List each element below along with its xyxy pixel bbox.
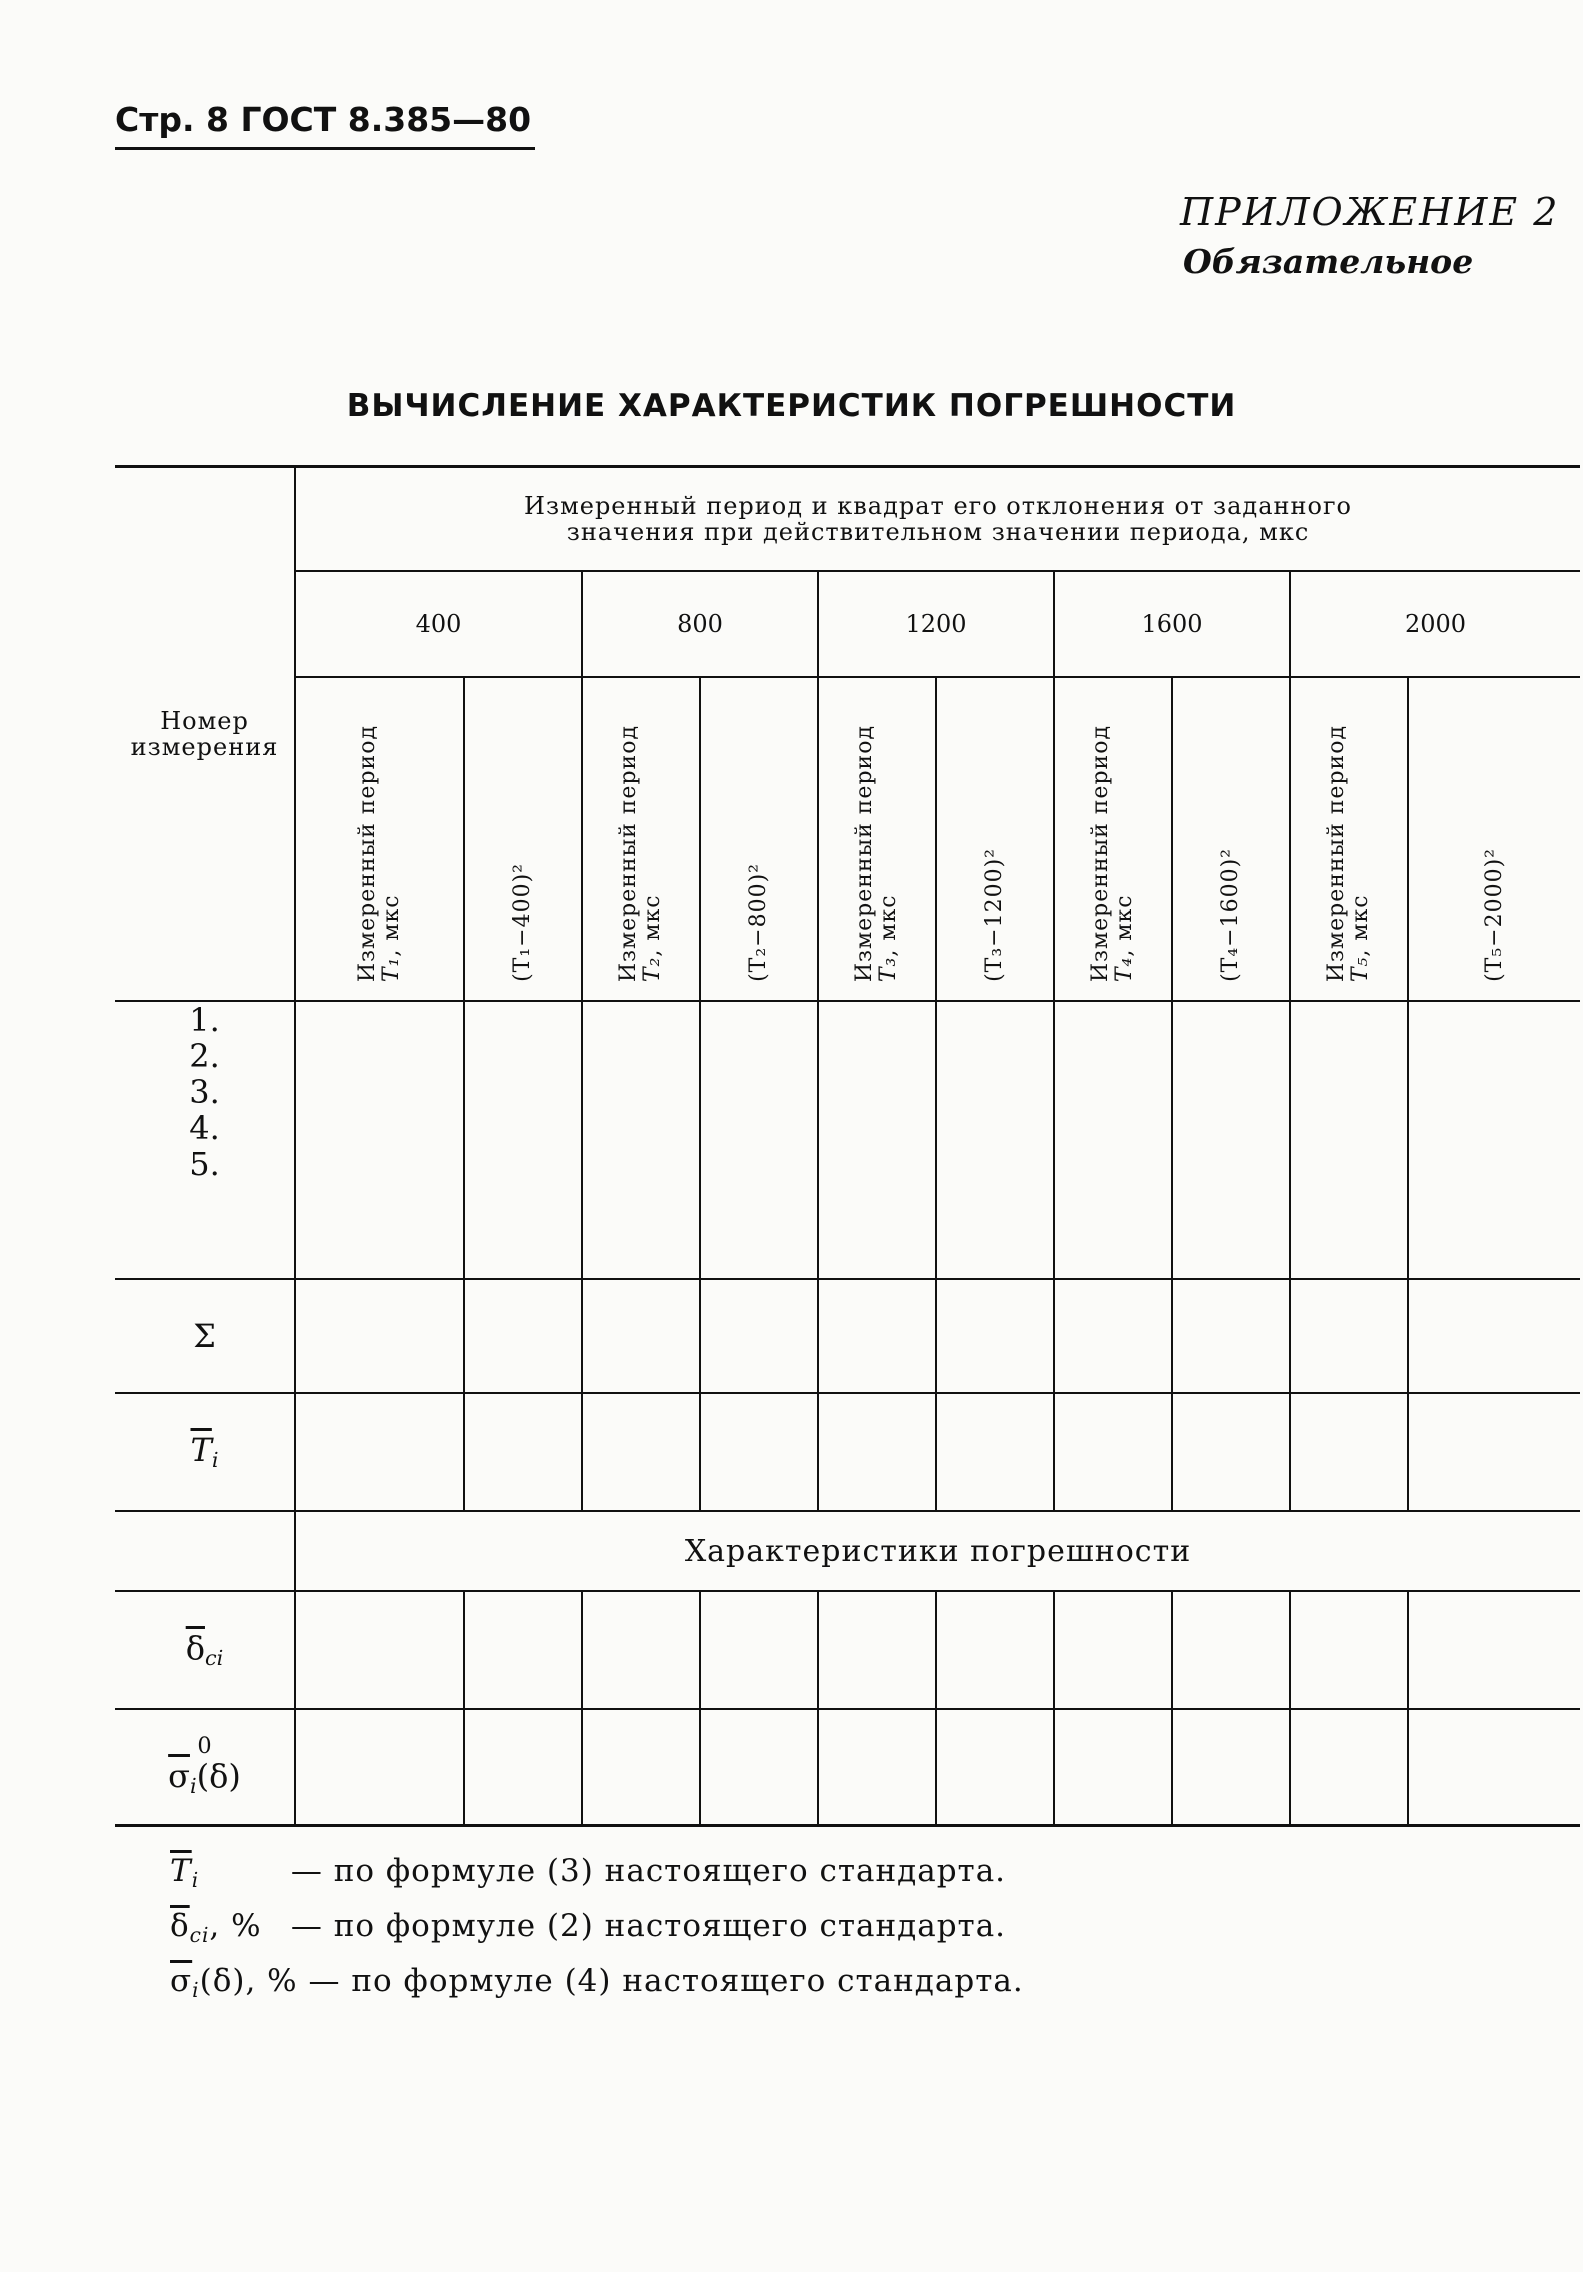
col-measured-label: Измеренный период bbox=[616, 724, 641, 982]
table-cell bbox=[936, 1393, 1054, 1511]
document-title: ВЫЧИСЛЕНИЕ ХАРАКТЕРИСТИК ПОГРЕШНОСТИ bbox=[346, 388, 1237, 424]
col-squared-label: (T₄−1600)² bbox=[1218, 848, 1243, 982]
table-cell bbox=[1172, 1279, 1290, 1393]
table-cell bbox=[1290, 1393, 1408, 1511]
note-symbol: $\overline{T}$ bbox=[170, 1853, 192, 1889]
table-cell bbox=[464, 1279, 582, 1393]
col-measured-t1 bbox=[295, 677, 464, 1001]
table-cell bbox=[464, 1393, 582, 1511]
table-cell bbox=[700, 1001, 818, 1279]
table-cell bbox=[1408, 1393, 1580, 1511]
table-cell bbox=[1054, 1001, 1172, 1279]
col-squared-t3 bbox=[936, 677, 1054, 1001]
col-measured-label: Измеренный период bbox=[1324, 724, 1349, 982]
table-cell bbox=[936, 1001, 1054, 1279]
col-t-symbol: T₅ bbox=[1348, 956, 1373, 982]
table-cell bbox=[464, 1709, 582, 1825]
col-unit: , мкс bbox=[640, 894, 665, 957]
mean-symbol: $\overline{T}$ bbox=[190, 1431, 212, 1470]
note-sigma bbox=[170, 1958, 1024, 2013]
note-delta bbox=[170, 1903, 1024, 1958]
table-cell bbox=[295, 1279, 464, 1393]
table-cell bbox=[818, 1591, 936, 1709]
measurement-5: 5. bbox=[189, 1145, 220, 1183]
table-cell bbox=[1408, 1001, 1580, 1279]
table-cell bbox=[464, 1001, 582, 1279]
note-suffix: , % bbox=[209, 1908, 262, 1945]
characteristics-header: Характеристики погрешности bbox=[295, 1511, 1580, 1591]
note-subscript: i bbox=[192, 1978, 200, 2003]
table-cell bbox=[295, 1591, 464, 1709]
table-cell bbox=[936, 1279, 1054, 1393]
col-t-symbol: T₄ bbox=[1112, 956, 1137, 982]
table-cell bbox=[700, 1279, 818, 1393]
measurement-3: 3. bbox=[189, 1073, 220, 1111]
group-header-line2: значения при действительном значении периода, мкс bbox=[566, 518, 1310, 546]
col-squared-t4 bbox=[1172, 677, 1290, 1001]
note-mean bbox=[170, 1848, 1024, 1903]
table-cell bbox=[1054, 1709, 1172, 1825]
col-unit: , мкс bbox=[1112, 894, 1137, 957]
col-measured-label: Измеренный период bbox=[354, 724, 380, 982]
col-squared-label: (T₁−400)² bbox=[510, 863, 535, 982]
measurement-2: 2. bbox=[189, 1037, 220, 1075]
period-2000: 2000 bbox=[1290, 571, 1580, 677]
col-squared-label: (T₂−800)² bbox=[746, 863, 771, 982]
delta-symbol: $\overline{\delta}$ bbox=[185, 1629, 205, 1668]
period-400: 400 bbox=[295, 571, 582, 677]
note-suffix: (δ), % bbox=[199, 1963, 298, 2000]
row-header-line1: Номер bbox=[160, 707, 249, 735]
group-header-line1: Измеренный период и квадрат его отклонения от заданного bbox=[524, 492, 1352, 520]
table-cell bbox=[1408, 1709, 1580, 1825]
table-cell bbox=[1054, 1591, 1172, 1709]
period-1200: 1200 bbox=[818, 571, 1054, 677]
table-cell bbox=[700, 1393, 818, 1511]
mean-row-label bbox=[115, 1393, 295, 1511]
table-cell bbox=[582, 1591, 700, 1709]
delta-subscript: ci bbox=[204, 1646, 224, 1671]
sigma-zero-mark: 0 bbox=[197, 1732, 212, 1759]
table-cell bbox=[1172, 1709, 1290, 1825]
period-1600: 1600 bbox=[1054, 571, 1290, 677]
note-subscript: ci bbox=[189, 1923, 210, 1948]
col-measured-t3 bbox=[818, 677, 936, 1001]
mean-subscript: i bbox=[211, 1448, 219, 1473]
table-cell bbox=[700, 1709, 818, 1825]
table-cell bbox=[295, 1393, 464, 1511]
measurement-1: 1. bbox=[189, 1001, 220, 1039]
note-subscript: i bbox=[191, 1868, 200, 1893]
col-t-symbol: T₂ bbox=[640, 956, 665, 982]
col-squared-t2 bbox=[700, 677, 818, 1001]
col-measured-t4 bbox=[1054, 677, 1172, 1001]
table-cell bbox=[582, 1709, 700, 1825]
appendix-title: ПРИЛОЖЕНИЕ 2 bbox=[1180, 190, 1560, 234]
col-t-symbol: T₃ bbox=[876, 956, 901, 982]
page-header: Стр. 8 ГОСТ 8.385—80 bbox=[115, 100, 535, 150]
table-cell bbox=[115, 1511, 295, 1591]
table-cell bbox=[582, 1279, 700, 1393]
table-cell bbox=[582, 1001, 700, 1279]
note-text: — по формуле (3) настоящего стандарта. bbox=[290, 1853, 1007, 1889]
table-cell bbox=[1172, 1393, 1290, 1511]
error-characteristics-table bbox=[115, 465, 1580, 1827]
table-cell bbox=[936, 1591, 1054, 1709]
table-cell bbox=[464, 1591, 582, 1709]
table-cell bbox=[818, 1001, 936, 1279]
table-cell bbox=[1408, 1279, 1580, 1393]
table-cell bbox=[936, 1709, 1054, 1825]
note-symbol: $\overline{\delta}$ bbox=[170, 1908, 190, 1945]
sigma-row-label bbox=[115, 1709, 295, 1825]
col-squared-t1 bbox=[464, 677, 582, 1001]
table-cell bbox=[700, 1591, 818, 1709]
col-unit: , мкс bbox=[1348, 894, 1373, 957]
sigma-subscript: i bbox=[189, 1774, 197, 1799]
table-cell bbox=[1290, 1001, 1408, 1279]
col-measured-t5 bbox=[1290, 677, 1408, 1001]
table-cell bbox=[818, 1393, 936, 1511]
col-measured-t2 bbox=[582, 677, 700, 1001]
table-cell bbox=[582, 1393, 700, 1511]
group-header bbox=[295, 467, 1580, 572]
table-cell bbox=[818, 1279, 936, 1393]
note-symbol: $\overline{\sigma}$ bbox=[170, 1963, 193, 2000]
appendix-status: Обязательное bbox=[1183, 242, 1474, 281]
table-cell bbox=[1054, 1279, 1172, 1393]
row-header-line2: измерения bbox=[130, 733, 279, 761]
delta-row-label bbox=[115, 1591, 295, 1709]
sum-row-label: Σ bbox=[115, 1279, 295, 1393]
note-text: — по формуле (4) настоящего стандарта. bbox=[308, 1963, 1024, 2000]
table-cell bbox=[1408, 1591, 1580, 1709]
table-cell bbox=[1290, 1591, 1408, 1709]
note-text: — по формуле (2) настоящего стандарта. bbox=[290, 1908, 1007, 1945]
sigma-symbol: $\overline{\sigma}$ bbox=[168, 1757, 190, 1796]
table-cell bbox=[295, 1709, 464, 1825]
table-cell bbox=[1172, 1001, 1290, 1279]
col-squared-label: (T₅−2000)² bbox=[1481, 848, 1507, 982]
measurement-numbers bbox=[115, 1001, 295, 1279]
col-squared-label: (T₃−1200)² bbox=[982, 848, 1007, 982]
table-cell bbox=[818, 1709, 936, 1825]
period-800: 800 bbox=[582, 571, 818, 677]
table-cell bbox=[1054, 1393, 1172, 1511]
footnotes bbox=[170, 1848, 1024, 2013]
table-cell bbox=[1290, 1709, 1408, 1825]
col-measured-label: Измеренный период bbox=[1088, 724, 1113, 982]
col-unit: , мкс bbox=[378, 894, 404, 957]
col-t-symbol: T₁ bbox=[378, 956, 404, 982]
table-cell bbox=[1172, 1591, 1290, 1709]
sigma-argument: (δ) bbox=[196, 1757, 241, 1796]
col-measured-label: Измеренный период bbox=[852, 724, 877, 982]
row-number-header bbox=[115, 467, 295, 1002]
measurement-4: 4. bbox=[189, 1109, 220, 1147]
table-cell bbox=[295, 1001, 464, 1279]
col-squared-t5 bbox=[1408, 677, 1580, 1001]
table-cell bbox=[1290, 1279, 1408, 1393]
col-unit: , мкс bbox=[876, 894, 901, 957]
